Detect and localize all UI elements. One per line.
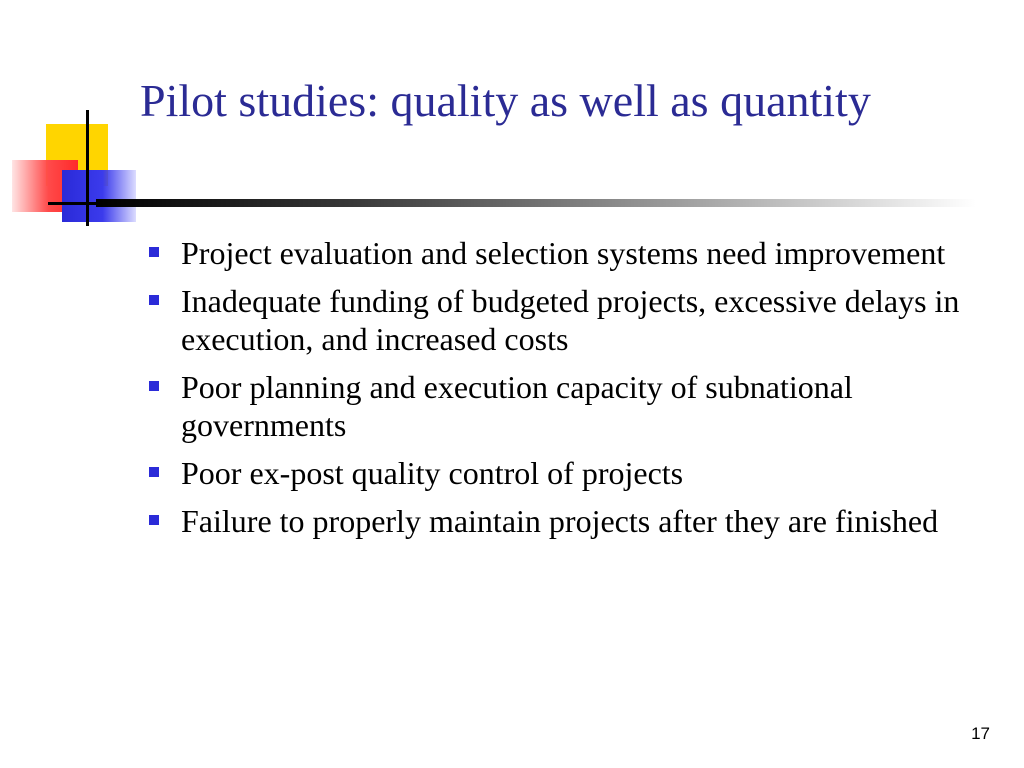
page-number: 17 (971, 724, 990, 743)
square-bullet-icon (149, 467, 159, 477)
bullet-item (146, 282, 1006, 358)
bullet-item (146, 234, 1006, 272)
square-bullet-icon (149, 381, 159, 391)
bullet-text: Inadequate funding of budgeted projects, excessive delays in execution, and increased costs (181, 283, 960, 357)
bullet-text: Poor planning and execution capacity of subnational governments (181, 369, 853, 443)
title-underline-rule (96, 199, 976, 207)
decorative-vertical-line (86, 110, 89, 226)
bullet-item (146, 368, 1006, 444)
bullet-item (146, 454, 1006, 492)
bullet-text: Poor ex-post quality control of projects (181, 455, 684, 491)
square-bullet-icon (149, 295, 159, 305)
decorative-blue-square (62, 170, 136, 222)
bullet-text: Project evaluation and selection systems need improvement (181, 235, 946, 271)
square-bullet-icon (149, 247, 159, 257)
slide-title: Pilot studies: quality as well as quantity (140, 75, 871, 126)
square-bullet-icon (149, 515, 159, 525)
bullet-item (146, 502, 1006, 540)
bullet-list (146, 234, 1006, 550)
bullet-text: Failure to properly maintain projects after they are finished (181, 503, 939, 539)
